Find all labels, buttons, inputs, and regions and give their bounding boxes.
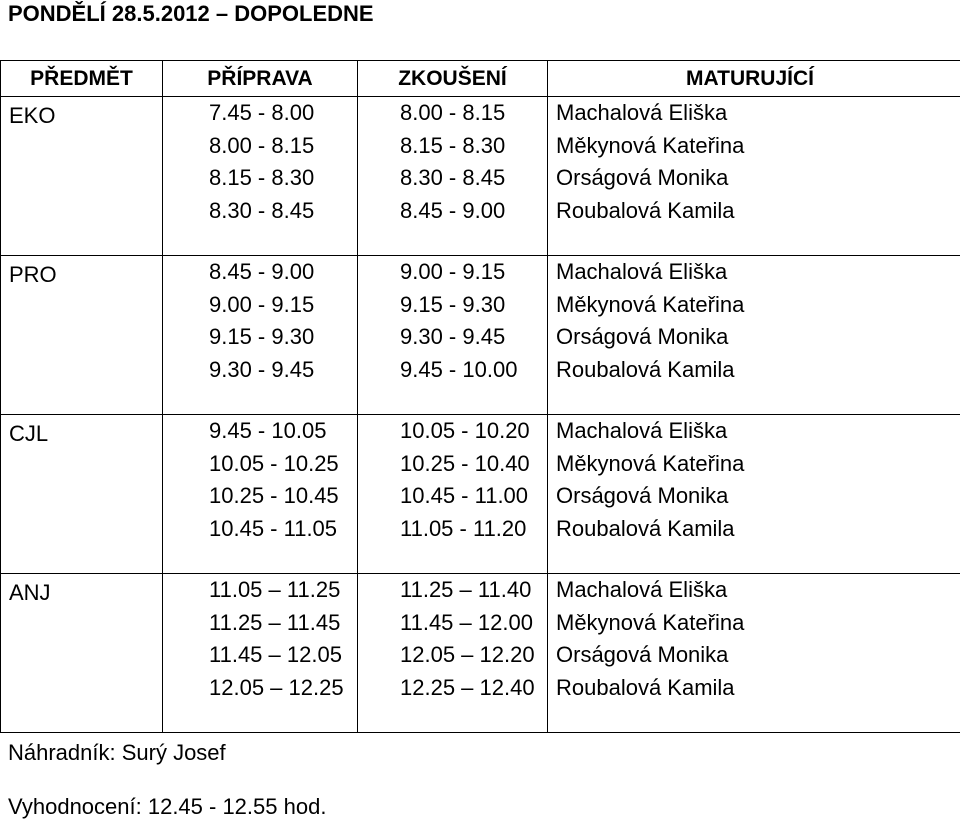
exam-time: 12.05 – 12.20 [400, 642, 535, 667]
group-row [1, 574, 960, 733]
exam-time: 8.45 - 9.00 [400, 197, 506, 223]
header-exam: ZKOUŠENÍ [358, 61, 548, 97]
group-spacer [163, 386, 357, 414]
prep-time: 10.45 - 11.05 [209, 515, 338, 541]
prep-time: 9.00 - 9.15 [209, 291, 315, 317]
student-name: Machalová Eliška [556, 259, 728, 284]
student-name: Měkynová Kateřina [556, 450, 745, 476]
student-name: Měkynová Kateřina [556, 291, 745, 317]
substitute-note: Náhradník: Surý Josef [8, 740, 226, 765]
subject-label: CJL [9, 421, 49, 446]
prep-time: 11.45 – 12.05 [209, 642, 342, 667]
group-spacer [163, 227, 357, 255]
prep-time: 12.05 – 12.25 [209, 674, 344, 700]
prep-time: 9.30 - 9.45 [209, 356, 315, 382]
prep-cell [163, 574, 358, 733]
group-spacer [163, 545, 357, 573]
student-name: Roubalová Kamila [556, 197, 735, 223]
group-spacer [163, 704, 357, 732]
exam-time: 12.25 – 12.40 [400, 674, 535, 700]
student-name: Orságová Monika [556, 483, 729, 508]
exam-time: 8.30 - 8.45 [400, 165, 506, 190]
prep-cell [163, 97, 358, 256]
student-name: Orságová Monika [556, 642, 729, 667]
subject-label: PRO [9, 262, 57, 287]
header-prep: PŘÍPRAVA [163, 61, 358, 97]
prep-time: 9.45 - 10.05 [209, 418, 327, 443]
exam-time: 9.45 - 10.00 [400, 356, 518, 382]
subject-cell [1, 256, 163, 415]
exam-cell [358, 574, 548, 733]
prep-time: 11.05 – 11.25 [209, 577, 341, 602]
prep-time: 10.05 - 10.25 [209, 450, 339, 476]
exam-time: 10.45 - 11.00 [400, 483, 529, 508]
student-name: Měkynová Kateřina [556, 609, 745, 635]
exam-time: 10.05 - 10.20 [400, 418, 530, 443]
student-name: Roubalová Kamila [556, 515, 735, 541]
prep-time: 9.15 - 9.30 [209, 324, 315, 349]
header-row [1, 61, 960, 97]
student-name: Machalová Eliška [556, 577, 728, 602]
exam-time: 11.25 – 11.40 [400, 577, 532, 602]
group-row [1, 415, 960, 574]
exam-time: 8.00 - 8.15 [400, 100, 506, 125]
student-cell [548, 97, 960, 256]
exam-time: 9.15 - 9.30 [400, 291, 506, 317]
student-name: Roubalová Kamila [556, 674, 735, 700]
exam-time: 9.30 - 9.45 [400, 324, 506, 349]
exam-cell [358, 415, 548, 574]
page-title: PONDĚLÍ 28.5.2012 – DOPOLEDNE [8, 1, 374, 26]
student-cell [548, 415, 960, 574]
group-row [1, 256, 960, 415]
prep-time: 7.45 - 8.00 [209, 100, 315, 125]
subject-label: EKO [9, 103, 56, 128]
prep-time: 8.30 - 8.45 [209, 197, 315, 223]
prep-time: 8.15 - 8.30 [209, 165, 315, 190]
exam-time: 11.05 - 11.20 [400, 515, 527, 541]
student-cell [548, 574, 960, 733]
subject-cell [1, 415, 163, 574]
student-name: Machalová Eliška [556, 100, 728, 125]
header-subject: PŘEDMĚT [1, 61, 163, 97]
prep-time: 11.25 – 11.45 [209, 609, 341, 635]
subject-label: ANJ [9, 580, 51, 605]
schedule-table [0, 60, 960, 733]
subject-cell [1, 97, 163, 256]
prep-time: 8.45 - 9.00 [209, 259, 315, 284]
prep-cell [163, 256, 358, 415]
header-student: MATURUJÍCÍ [548, 61, 960, 97]
student-name: Machalová Eliška [556, 418, 728, 443]
student-name: Roubalová Kamila [556, 356, 735, 382]
exam-time: 9.00 - 9.15 [400, 259, 506, 284]
exam-cell [358, 256, 548, 415]
student-name: Orságová Monika [556, 324, 729, 349]
exam-time: 8.15 - 8.30 [400, 132, 506, 158]
prep-time: 8.00 - 8.15 [209, 132, 315, 158]
evaluation-note: Vyhodnocení: 12.45 - 12.55 hod. [8, 794, 327, 819]
prep-time: 10.25 - 10.45 [209, 483, 339, 508]
exam-cell [358, 97, 548, 256]
exam-time: 11.45 – 12.00 [400, 609, 533, 635]
student-cell [548, 256, 960, 415]
group-row [1, 97, 960, 256]
exam-time: 10.25 - 10.40 [400, 450, 530, 476]
student-name: Orságová Monika [556, 165, 729, 190]
subject-cell [1, 574, 163, 733]
student-name: Měkynová Kateřina [556, 132, 745, 158]
prep-cell [163, 415, 358, 574]
